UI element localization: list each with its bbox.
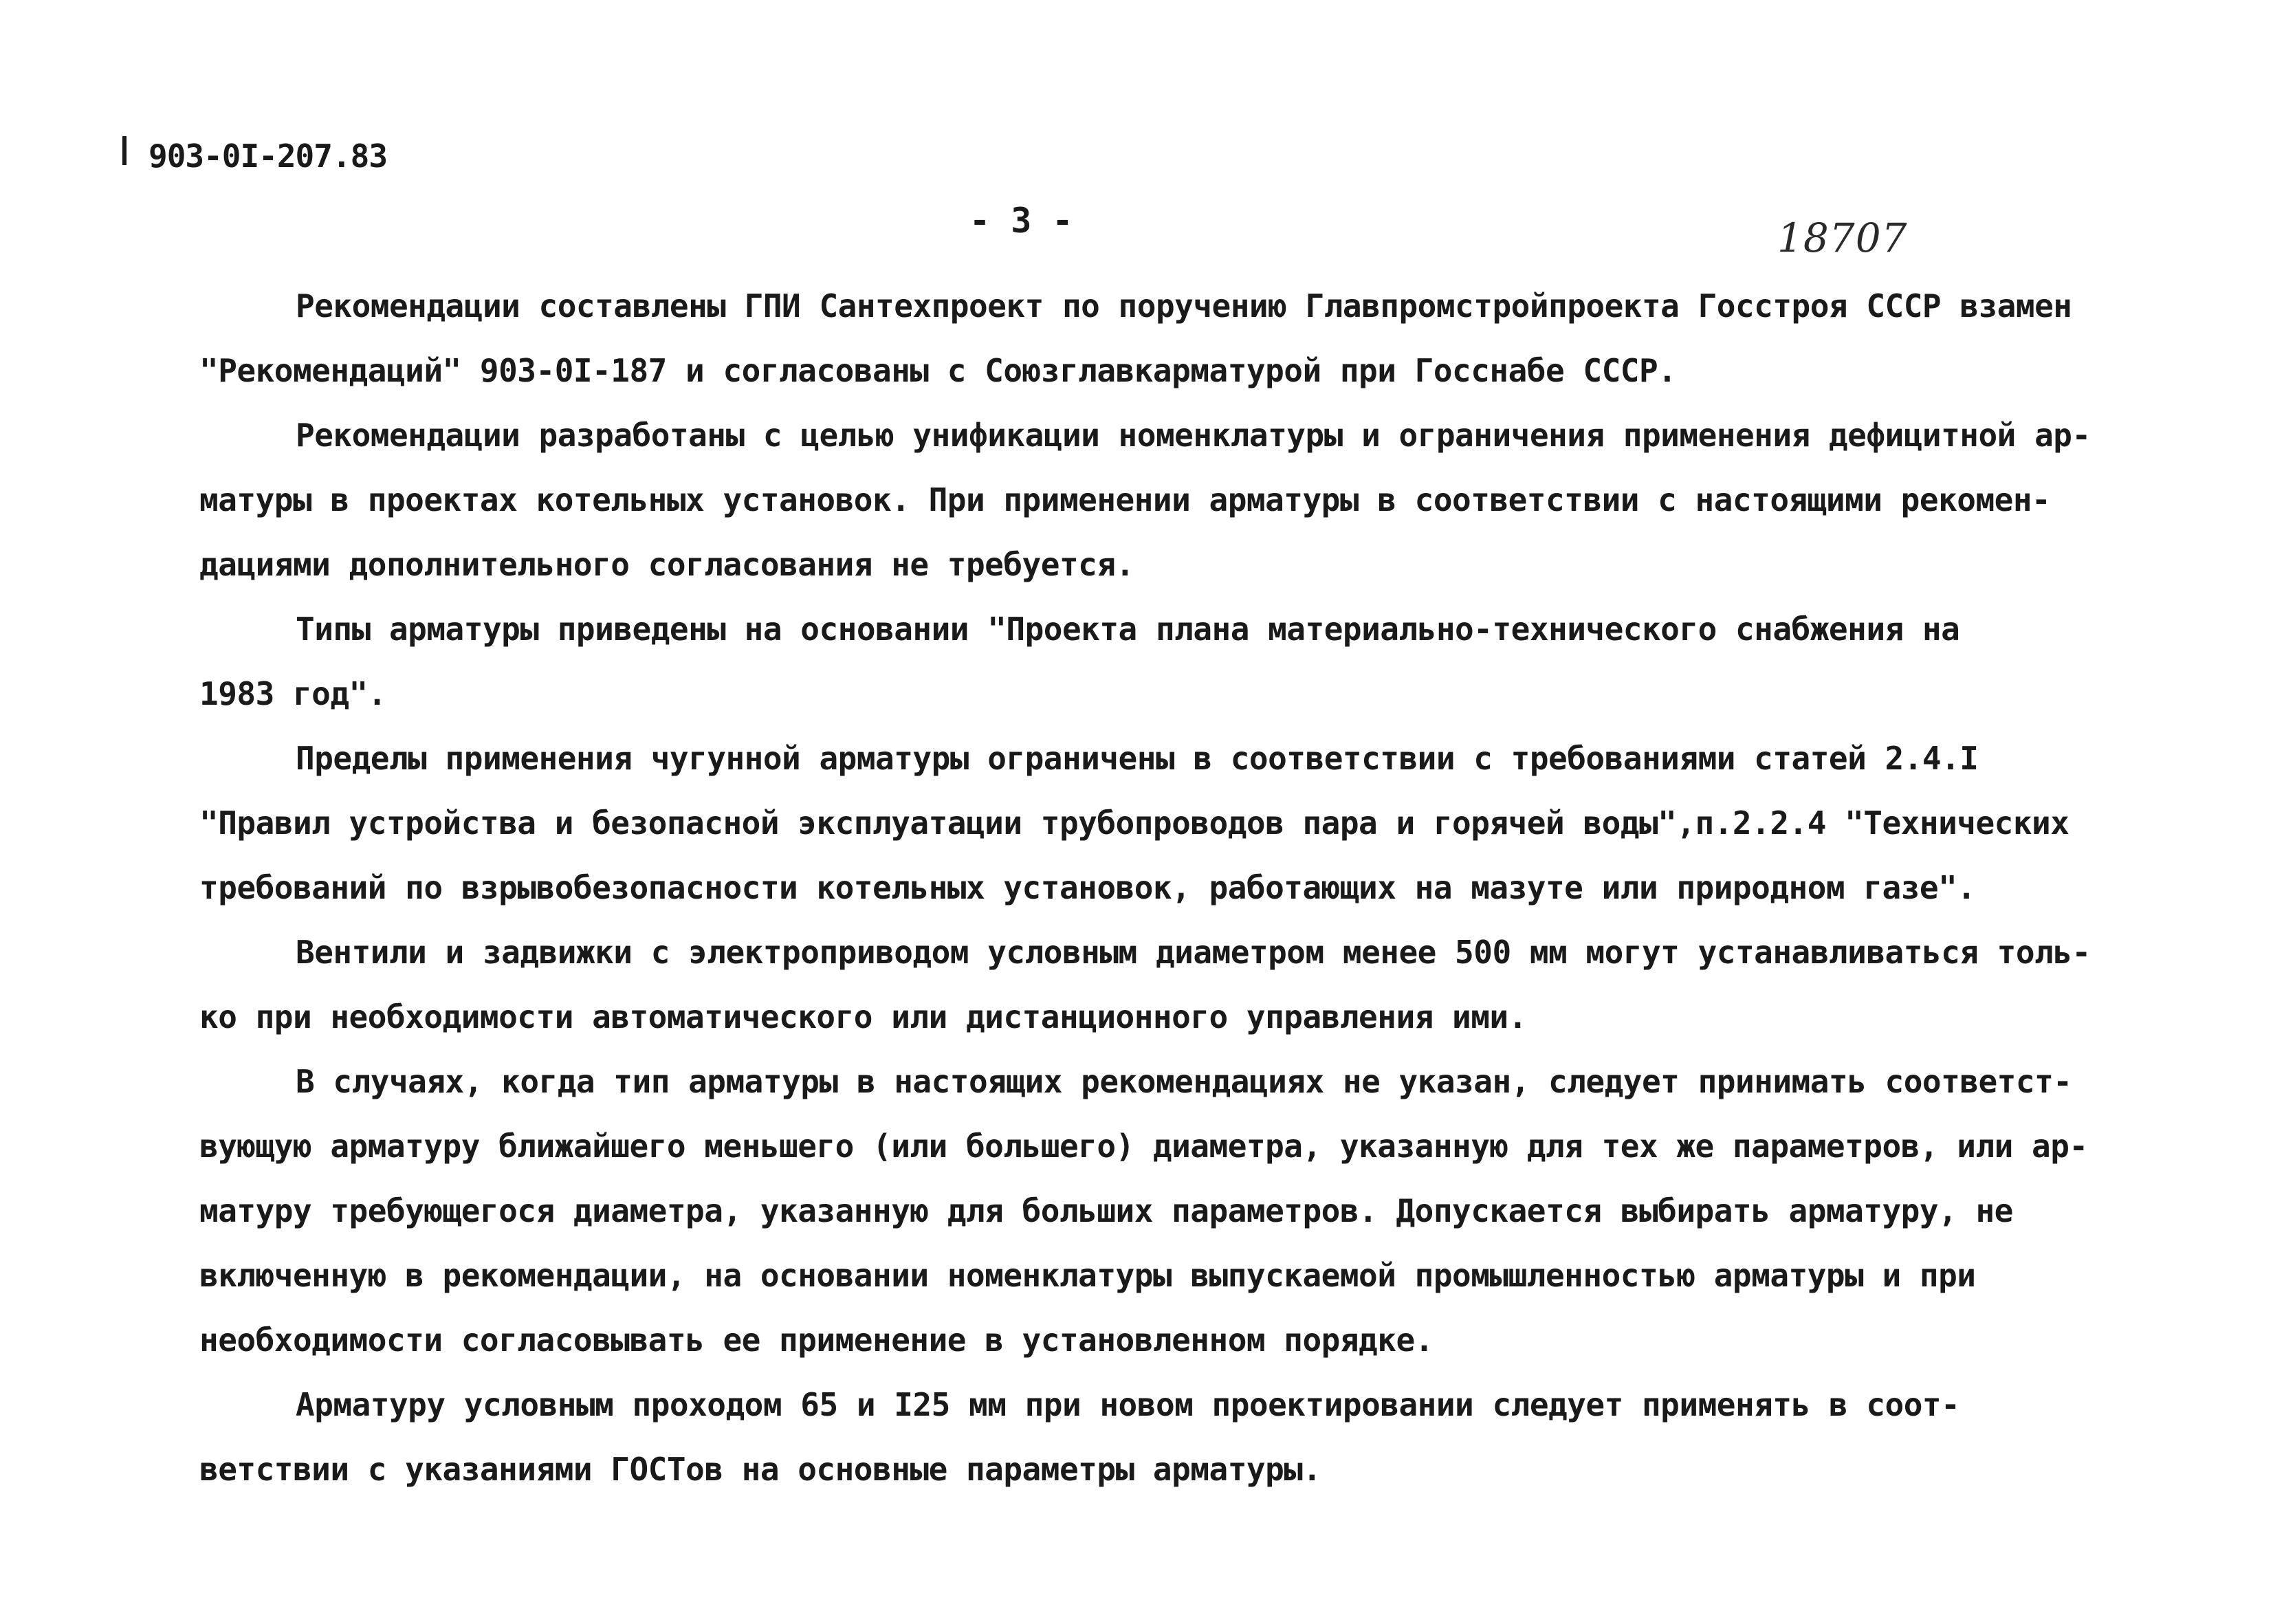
paragraph — [199, 403, 2159, 597]
body-text — [199, 274, 2159, 1502]
paragraph — [199, 274, 2159, 403]
document-code: 903-0I-207.83 — [149, 138, 388, 175]
text-line: вующую арматуру ближайшего меньшего (или большего) диаметра, указанную для тех же параметров, или ар- — [199, 1128, 2088, 1165]
text-line: Рекомендации составлены ГПИ Сантехпроект по поручению Главпромстройпроекта Госстроя СССР взамен — [296, 287, 2072, 325]
text-line: Рекомендации разработаны с целью унификации номенклатуры и ограничения применения дефицитной ар- — [296, 417, 2091, 454]
text-line: включенную в рекомендации, на основании номенклатуры выпускаемой промышленностью арматуры и при — [199, 1257, 1976, 1294]
text-line: необходимости согласовывать ее применение в установленном порядке. — [199, 1321, 1434, 1359]
paragraph — [199, 597, 2159, 726]
text-line: ко при необходимости автоматического или дистанционного управления ими. — [199, 998, 1527, 1035]
text-line: Пределы применения чугунной арматуры ограничены в соответствии с требованиями статей 2.4.I — [296, 740, 1979, 777]
text-line: требований по взрывобезопасности котельных установок, работающих на мазуте или природном газе". — [199, 869, 1976, 906]
handwritten-number: 18707 — [1777, 215, 1908, 261]
text-line: матуру требующегося диаметра, указанную для больших параметров. Допускается выбирать арматуру, не — [199, 1192, 2013, 1229]
page-number: - 3 - — [969, 201, 1073, 241]
margin-mark — [122, 136, 127, 165]
paragraph — [199, 1372, 2159, 1502]
text-line: Типы арматуры приведены на основании "Проекта плана материально-технического снабжения на — [296, 611, 1960, 648]
text-line: ветствии с указаниями ГОСТов на основные параметры арматуры. — [199, 1451, 1321, 1488]
paragraph — [199, 1049, 2159, 1372]
text-line: 1983 год". — [199, 675, 386, 712]
text-line: дациями дополнительного согласования не требуется. — [199, 546, 1134, 583]
text-line: Вентили и задвижки с электроприводом условным диаметром менее 500 мм могут устанавливаться толь- — [296, 934, 2091, 971]
text-line: "Правил устройства и безопасной эксплуатации трубопроводов пара и горячей воды",п.2.2.4 "Технических — [199, 804, 2069, 842]
text-line: Арматуру условным проходом 65 и I25 мм при новом проектировании следует применять в соот- — [296, 1386, 1960, 1423]
paragraph — [199, 726, 2159, 920]
text-line: "Рекомендаций" 903-0I-187 и согласованы с Союзглавкарматурой при Госснабе СССР. — [199, 352, 1677, 389]
paragraph — [199, 920, 2159, 1049]
text-line: матуры в проектах котельных установок. При применении арматуры в соответствии с настоящими рекомен- — [199, 481, 2051, 518]
text-line: В случаях, когда тип арматуры в настоящих рекомендациях не указан, следует принимать соответст- — [296, 1063, 2072, 1100]
